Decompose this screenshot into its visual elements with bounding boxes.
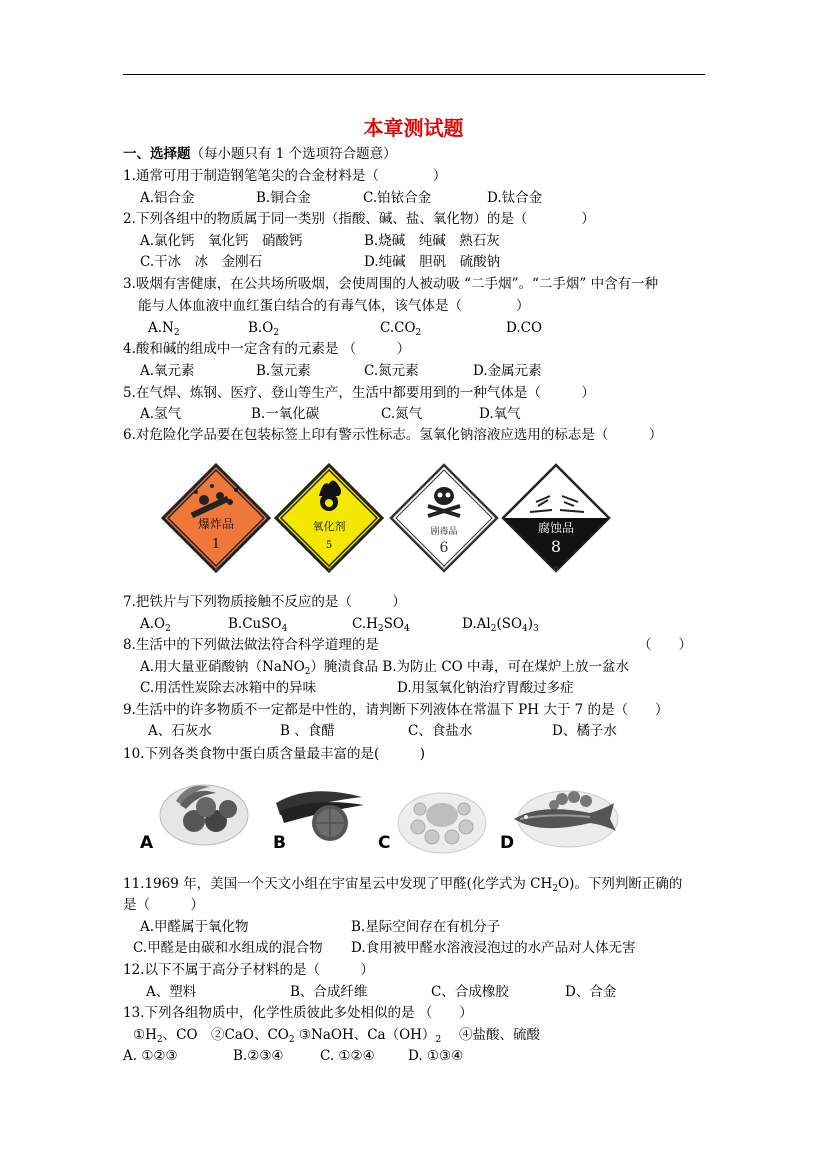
q12-option-d[interactable]: D、合金 — [565, 984, 617, 1000]
q3-option-b[interactable]: $B.O_2$ — [248, 320, 280, 338]
q7-stem: 7.把铁片与下列物质接触不反应的是（ ） — [123, 594, 406, 610]
q5-stem: 5.在气焊、炼钢、医疗、登山等生产，生活中都要用到的一种气体是（ ） — [123, 385, 595, 401]
q9-stem: 9.生活中的许多物质不一定都是中性的，请判断下列液体在常温下 PH 大于 7 的是（ ） — [123, 702, 669, 718]
q3-option-c[interactable]: $C.CO_2$ — [380, 320, 422, 338]
food-fruit[interactable] — [158, 775, 250, 851]
q8-stem: 8.生活中的下列做法做法符合科学道理的是 — [123, 637, 379, 653]
hazard-letter-c: C — [442, 566, 447, 573]
q2-option-b[interactable]: B.烧碱 纯碱 熟石灰 — [364, 233, 500, 249]
q2-option-d[interactable]: D.纯碱 胆矾 硫酸钠 — [364, 254, 501, 270]
hazard-explosive[interactable] — [160, 462, 272, 574]
q1-option-c[interactable]: C.铂铱合金 — [363, 190, 432, 206]
q4-option-d[interactable]: D.金属元素 — [473, 363, 542, 379]
q11-option-d[interactable]: D.食用被甲醛水溶液浸泡过的水产品对人体无害 — [351, 940, 636, 956]
hazard-text: 氧化剂 — [312, 520, 346, 533]
hazard-num: 5 — [325, 540, 333, 551]
q8-option-a-b[interactable]: A.用大量亚硝酸钠（NaNO$_2$）腌渍食品 B.为防止 CO 中毒，可在煤炉上放一盆水 — [140, 659, 630, 677]
q8-option-d[interactable]: D.用氢氧化钠治疗胃酸过多症 — [397, 680, 574, 696]
hazard-text: 剧毒品 — [430, 527, 458, 537]
q1-option-d[interactable]: D.钛合金 — [487, 190, 543, 206]
fish-plate-icon — [510, 779, 620, 851]
section-note: （每小题只有 1 个选项符合题意） — [190, 146, 397, 162]
q9-option-d[interactable]: D、橘子水 — [552, 723, 617, 739]
grain-plate-icon — [396, 787, 488, 855]
corrosive-icon — [500, 462, 612, 574]
header-rule — [123, 74, 705, 75]
q7-option-d[interactable]: $D.Al_2(SO_4)_3$ — [462, 616, 539, 634]
q8-option-c[interactable]: C.用活性炭除去冰箱中的异味 — [140, 680, 317, 696]
q10-stem: 10.下列各类食物中蛋白质含量最丰富的是( ) — [123, 746, 426, 762]
q13-option-a[interactable]: A. ①②③ — [123, 1048, 178, 1064]
q13-option-c[interactable]: C. ①②④ — [320, 1048, 375, 1064]
hazard-letter-d: D — [554, 566, 559, 573]
q2-option-a[interactable]: A.氯化钙 氧化钙 硝酸钙 — [140, 233, 303, 249]
q4-option-a[interactable]: A.氧元素 — [140, 363, 195, 379]
hazard-num: 1 — [211, 537, 221, 552]
q2-stem: 2.下列各组中的物质属于同一类别（指酸、碱、盐、氧化物）的是（ ） — [123, 211, 595, 227]
q12-option-b[interactable]: B、合成纤维 — [290, 984, 368, 1000]
q5-option-a[interactable]: A.氢气 — [140, 406, 182, 422]
q7-option-a[interactable]: $A.O_2$ — [140, 616, 171, 634]
food-letter-d: D — [500, 833, 515, 853]
q13-items: $①H_2$、CO ②CaO、$CO_2$ ③NaOH、$Ca(OH)_2$ ④盐酸、硫酸 — [133, 1027, 540, 1045]
hazard-oxidizer[interactable] — [273, 462, 385, 574]
hazard-num: 8 — [550, 537, 562, 556]
q12-option-a[interactable]: A、塑料 — [146, 984, 197, 1000]
q11-option-c[interactable]: C.甲醛是由碳和水组成的混合物 — [133, 940, 323, 956]
q4-stem: 4.酸和碱的组成中一定含有的元素是 （ ） — [123, 341, 411, 357]
q9-option-a[interactable]: A、石灰水 — [148, 723, 212, 739]
q5-option-b[interactable]: B.一氧化碳 — [251, 406, 320, 422]
q9-option-c[interactable]: C、食盐水 — [408, 723, 473, 739]
q12-option-c[interactable]: C、合成橡胶 — [431, 984, 509, 1000]
q13-option-b[interactable]: B.②③④ — [233, 1048, 284, 1064]
q4-option-b[interactable]: B.氢元素 — [256, 363, 311, 379]
q8-paren: （ ） — [638, 637, 692, 653]
q1-option-b[interactable]: B.铜合金 — [256, 190, 311, 206]
q11-option-a[interactable]: A.甲醛属于氧化物 — [140, 919, 249, 935]
hazard-toxic[interactable] — [388, 462, 500, 574]
q12-stem: 12.以下不属于高分子材料的是（ ） — [123, 962, 374, 978]
q11-stem-line1: 11.1969 年，美国一个天文小组在宇宙星云中发现了甲醛(化学式为 $CH_2O$)。下列判断正确的 — [123, 876, 683, 894]
hazard-text: 爆炸品 — [197, 517, 235, 531]
q3-stem-line2: 能与人体血液中血红蛋白结合的有毒气体，该气体是（ ） — [138, 298, 530, 314]
hazard-corrosive[interactable] — [500, 462, 612, 574]
q1-stem: 1.通常可用于制造钢笔笔尖的合金材料是（ ） — [123, 168, 447, 184]
skull-icon — [388, 462, 500, 574]
food-letter-b: B — [273, 833, 286, 853]
q3-option-a[interactable]: $A.N_2$ — [148, 320, 180, 338]
q13-option-d[interactable]: D. ①③④ — [408, 1048, 464, 1064]
q3-option-d[interactable]: D.CO — [506, 320, 543, 336]
section-head: 一、选择题 — [123, 146, 191, 162]
q13-stem: 13.下列各组物质中，化学性质彼此多处相似的是 （ ） — [123, 1005, 473, 1021]
q1-option-a[interactable]: A.铝合金 — [140, 190, 195, 206]
hazard-letter-a: A — [215, 566, 220, 573]
fruit-plate-icon — [158, 775, 250, 847]
food-images — [140, 775, 640, 860]
q2-option-c[interactable]: C.干冰 冰 金刚石 — [140, 254, 263, 270]
food-letter-a: A — [140, 833, 154, 853]
food-fish-eggs[interactable] — [510, 779, 620, 855]
q5-option-d[interactable]: D.氧气 — [479, 406, 521, 422]
q6-stem: 6.对危险化学品要在包装标签上印有警示性标志。氢氧化钠溶液应选用的标志是（ ） — [123, 427, 663, 443]
q5-option-c[interactable]: C.氮气 — [381, 406, 423, 422]
food-letter-c: C — [378, 833, 391, 853]
q7-option-b[interactable]: B.CuSO$_4$ — [228, 616, 288, 634]
hazard-text: 腐蚀品 — [537, 521, 575, 535]
explosive-icon — [160, 462, 272, 574]
page-title: 本章测试题 — [363, 116, 464, 140]
q7-option-c[interactable]: $C.H_2SO_4$ — [352, 616, 410, 634]
q11-stem-line2: 是（ ） — [123, 897, 204, 913]
hazard-num: 6 — [439, 540, 449, 556]
oxidizer-icon — [273, 462, 385, 574]
q9-option-b[interactable]: B 、食醋 — [280, 723, 335, 739]
hazard-labels — [160, 462, 620, 577]
q3-stem-line1: 3.吸烟有害健康，在公共场所吸烟，会使周围的人被动吸 “二手烟”。“二手烟” 中含有一种 — [123, 276, 659, 292]
q4-option-c[interactable]: C.氮元素 — [364, 363, 419, 379]
q11-option-b[interactable]: B.星际空间存在有机分子 — [351, 919, 501, 935]
food-grains[interactable] — [396, 787, 488, 859]
hazard-letter-b: B — [328, 566, 333, 573]
section-heading — [123, 145, 397, 163]
